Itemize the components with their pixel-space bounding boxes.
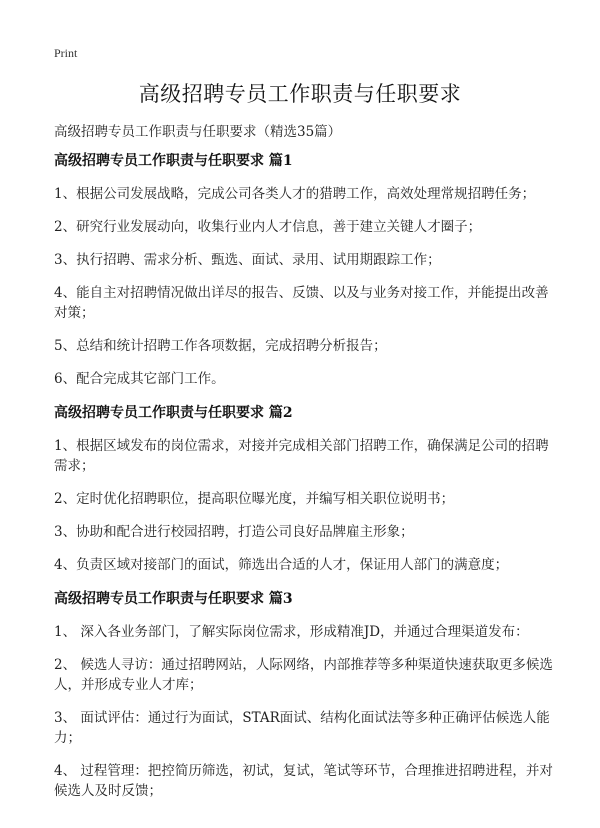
section-3 — [54, 588, 554, 801]
list-item: 3、 面试评估：通过行为面试，STAR面试、结构化面试法等多种正确评估候选人能力； — [54, 710, 550, 746]
print-label: Print — [54, 46, 78, 60]
list-item: 1、根据公司发展战略，完成公司各类人才的猎聘工作，高效处理常规招聘任务； — [54, 186, 536, 202]
list-item: 2、 候选人寻访：通过招聘网站，人际网络，内部推荐等多种渠道快速获取更多候选人，并形成专业人才库； — [54, 657, 553, 693]
list-item: 2、研究行业发展动向，收集行业内人才信息，善于建立关键人才圈子； — [54, 219, 482, 235]
section-heading: 高级招聘专员工作职责与任职要求 篇2 — [54, 405, 293, 421]
list-item: 3、执行招聘、需求分析、甄选、面试、录用、试用期跟踪工作； — [54, 252, 441, 268]
list-item: 2、定时优化招聘职位，提高职位曝光度，并编写相关职位说明书； — [54, 491, 455, 507]
section-heading: 高级招聘专员工作职责与任职要求 篇1 — [54, 153, 293, 169]
section-2 — [54, 402, 554, 575]
page-title: 高级招聘专员工作职责与任职要求 — [138, 82, 462, 106]
list-item: 1、根据区域发布的岗位需求，对接并完成相关部门招聘工作，确保满足公司的招聘需求； — [54, 438, 549, 474]
list-item: 5、总结和统计招聘工作各项数据，完成招聘分析报告； — [54, 338, 387, 354]
document-content — [54, 150, 554, 814]
list-item: 3、协助和配合进行校园招聘，打造公司良好品牌雇主形象； — [54, 524, 414, 540]
list-item: 4、负责区域对接部门的面试，筛选出合适的人才，保证用人部门的满意度； — [54, 557, 509, 573]
list-item: 1、 深入各业务部门，了解实际岗位需求，形成精准JD，并通过合理渠道发布： — [54, 624, 529, 640]
document-subtitle: 高级招聘专员工作职责与任职要求（精选35篇） — [54, 124, 342, 140]
section-heading: 高级招聘专员工作职责与任职要求 篇3 — [54, 591, 293, 607]
list-item: 4、 过程管理：把控简历筛选，初试，复试，笔试等环节，合理推进招聘进程，并对候选人及时反馈； — [54, 763, 553, 799]
list-item: 6、配合完成其它部门工作。 — [54, 371, 225, 387]
list-item: 4、能自主对招聘情况做出详尽的报告、反馈、以及与业务对接工作，并能提出改善对策； — [54, 285, 549, 321]
section-1 — [54, 150, 554, 389]
